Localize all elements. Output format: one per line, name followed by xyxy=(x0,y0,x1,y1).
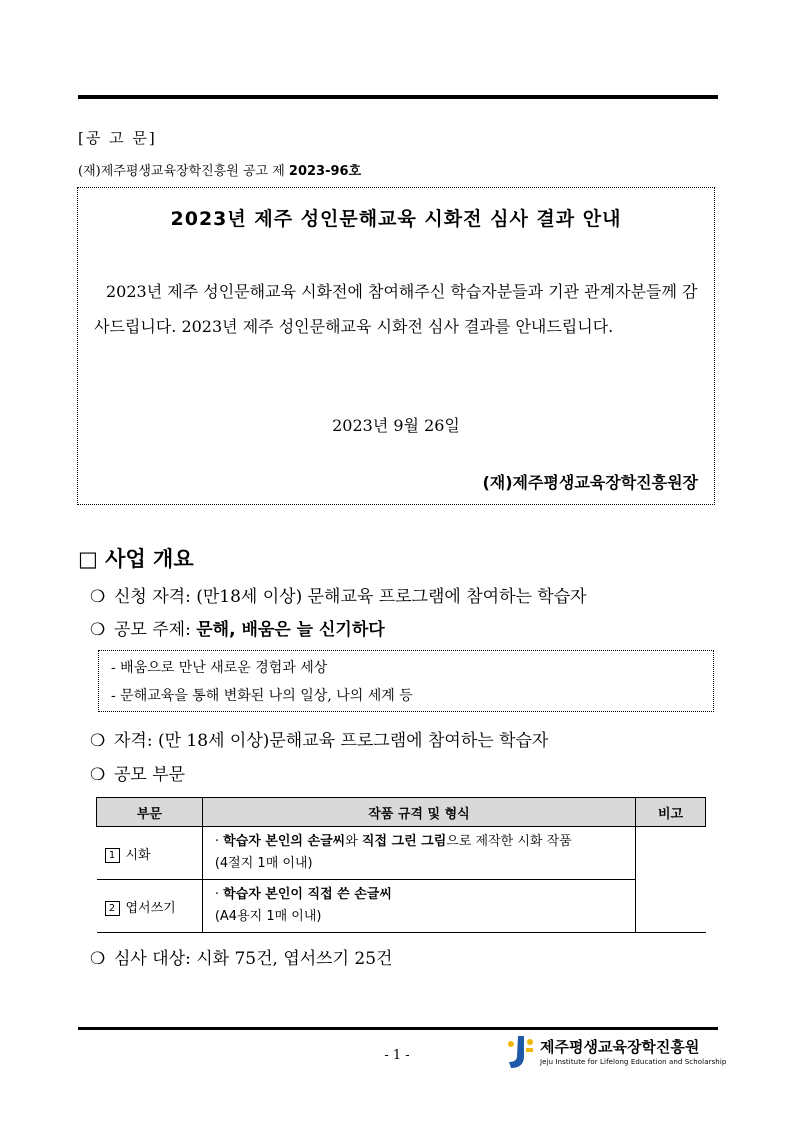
bullet-circle-icon: ❍ xyxy=(90,765,106,785)
category-name: 시화 xyxy=(125,847,151,863)
review-target-text: 심사 대상: 시화 75건, 엽서쓰기 25건 xyxy=(114,949,393,969)
bullet-eligibility-1 xyxy=(90,582,587,607)
page-number: - 1 - xyxy=(384,1048,410,1063)
bullet-topic xyxy=(90,615,385,640)
notice-issuer: (재)제주평생교육장학진흥원장 xyxy=(482,473,698,492)
category-table xyxy=(96,797,706,933)
topic-box xyxy=(98,650,714,712)
bullet-circle-icon: ❍ xyxy=(90,949,106,969)
notice-body-text: 2023년 제주 성인문해교육 시화전에 참여해주신 학습자분들과 기관 관계자분들께 감사드립니다. 2023년 제주 성인문해교육 시화전 심사 결과를 안내드립니다. xyxy=(94,282,698,336)
spec-text: 와 xyxy=(345,834,362,849)
row-category xyxy=(97,880,203,933)
topic-item: - 배움으로 만난 새로운 경험과 세상 xyxy=(111,660,328,676)
topic-label: 공모 주제: xyxy=(114,620,197,640)
category-label: 공모 부문 xyxy=(114,765,186,785)
boxed-number: 1 xyxy=(105,848,120,863)
topic-item: - 문해교육을 통해 변화된 나의 일상, 나의 세계 등 xyxy=(111,688,413,704)
row-category xyxy=(97,827,203,880)
table-row xyxy=(97,880,706,933)
header-spec: 작품 규격 및 형식 xyxy=(202,798,635,827)
notice-body xyxy=(94,274,700,344)
top-rule xyxy=(78,95,718,99)
spec-size: (4절지 1매 이내) xyxy=(214,856,313,871)
topic-value: 문해, 배움은 늘 신기하다 xyxy=(196,620,385,640)
spec-bold: 학습자 본인의 손글씨 xyxy=(223,834,346,849)
eligibility-1-text: 신청 자격: (만18세 이상) 문해교육 프로그램에 참여하는 학습자 xyxy=(114,587,587,607)
notice-prefix: (재)제주평생교육장학진흥원 공고 제 xyxy=(78,164,289,179)
institute-name: 제주평생교육장학진흥원 xyxy=(540,1038,700,1056)
notice-box xyxy=(77,187,715,505)
document-type-label: [공 고 문] xyxy=(78,129,157,147)
spec-bold: 학습자 본인이 직접 쓴 손글씨 xyxy=(223,887,392,902)
spec-line: · 학습자 본인이 직접 쓴 손글씨 xyxy=(214,887,392,902)
table-header-row xyxy=(97,798,706,827)
bullet-circle-icon: ❍ xyxy=(90,587,106,607)
footer-rule xyxy=(78,1027,718,1030)
header-note: 비고 xyxy=(636,798,706,827)
bullet-circle-icon: ❍ xyxy=(90,620,106,640)
notice-date: 2023년 9월 26일 xyxy=(332,416,460,435)
section-title: □ 사업 개요 xyxy=(78,547,194,571)
eligibility-2-text: 자격: (만 18세 이상)문해교육 프로그램에 참여하는 학습자 xyxy=(114,731,549,751)
bullet-category xyxy=(90,760,185,785)
spec-line: · 학습자 본인의 손글씨와 직접 그린 그림으로 제작한 시화 작품 xyxy=(214,834,572,849)
table-row xyxy=(97,827,706,880)
notice-number-line xyxy=(78,160,361,179)
boxed-number: 2 xyxy=(105,901,120,916)
institute-name-en: Jeju Institute for Lifelong Education and Scholarship xyxy=(540,1058,727,1066)
institute-logo-icon xyxy=(505,1034,535,1070)
row-note xyxy=(636,827,706,933)
category-name: 엽서쓰기 xyxy=(125,900,176,916)
spec-size: (A4용지 1매 이내) xyxy=(214,909,322,924)
notice-title: 2023년 제주 성인문해교육 시화전 심사 결과 안내 xyxy=(170,208,622,230)
notice-number: 2023-96호 xyxy=(288,164,362,179)
row-spec xyxy=(202,880,635,933)
bullet-review-target xyxy=(90,944,392,969)
spec-text: 으로 제작한 시화 작품 xyxy=(446,834,572,849)
spec-bold: 직접 그린 그림 xyxy=(361,834,447,849)
bullet-eligibility-2 xyxy=(90,726,548,751)
bullet-circle-icon: ❍ xyxy=(90,731,106,751)
row-spec xyxy=(202,827,635,880)
header-category: 부문 xyxy=(97,798,203,827)
